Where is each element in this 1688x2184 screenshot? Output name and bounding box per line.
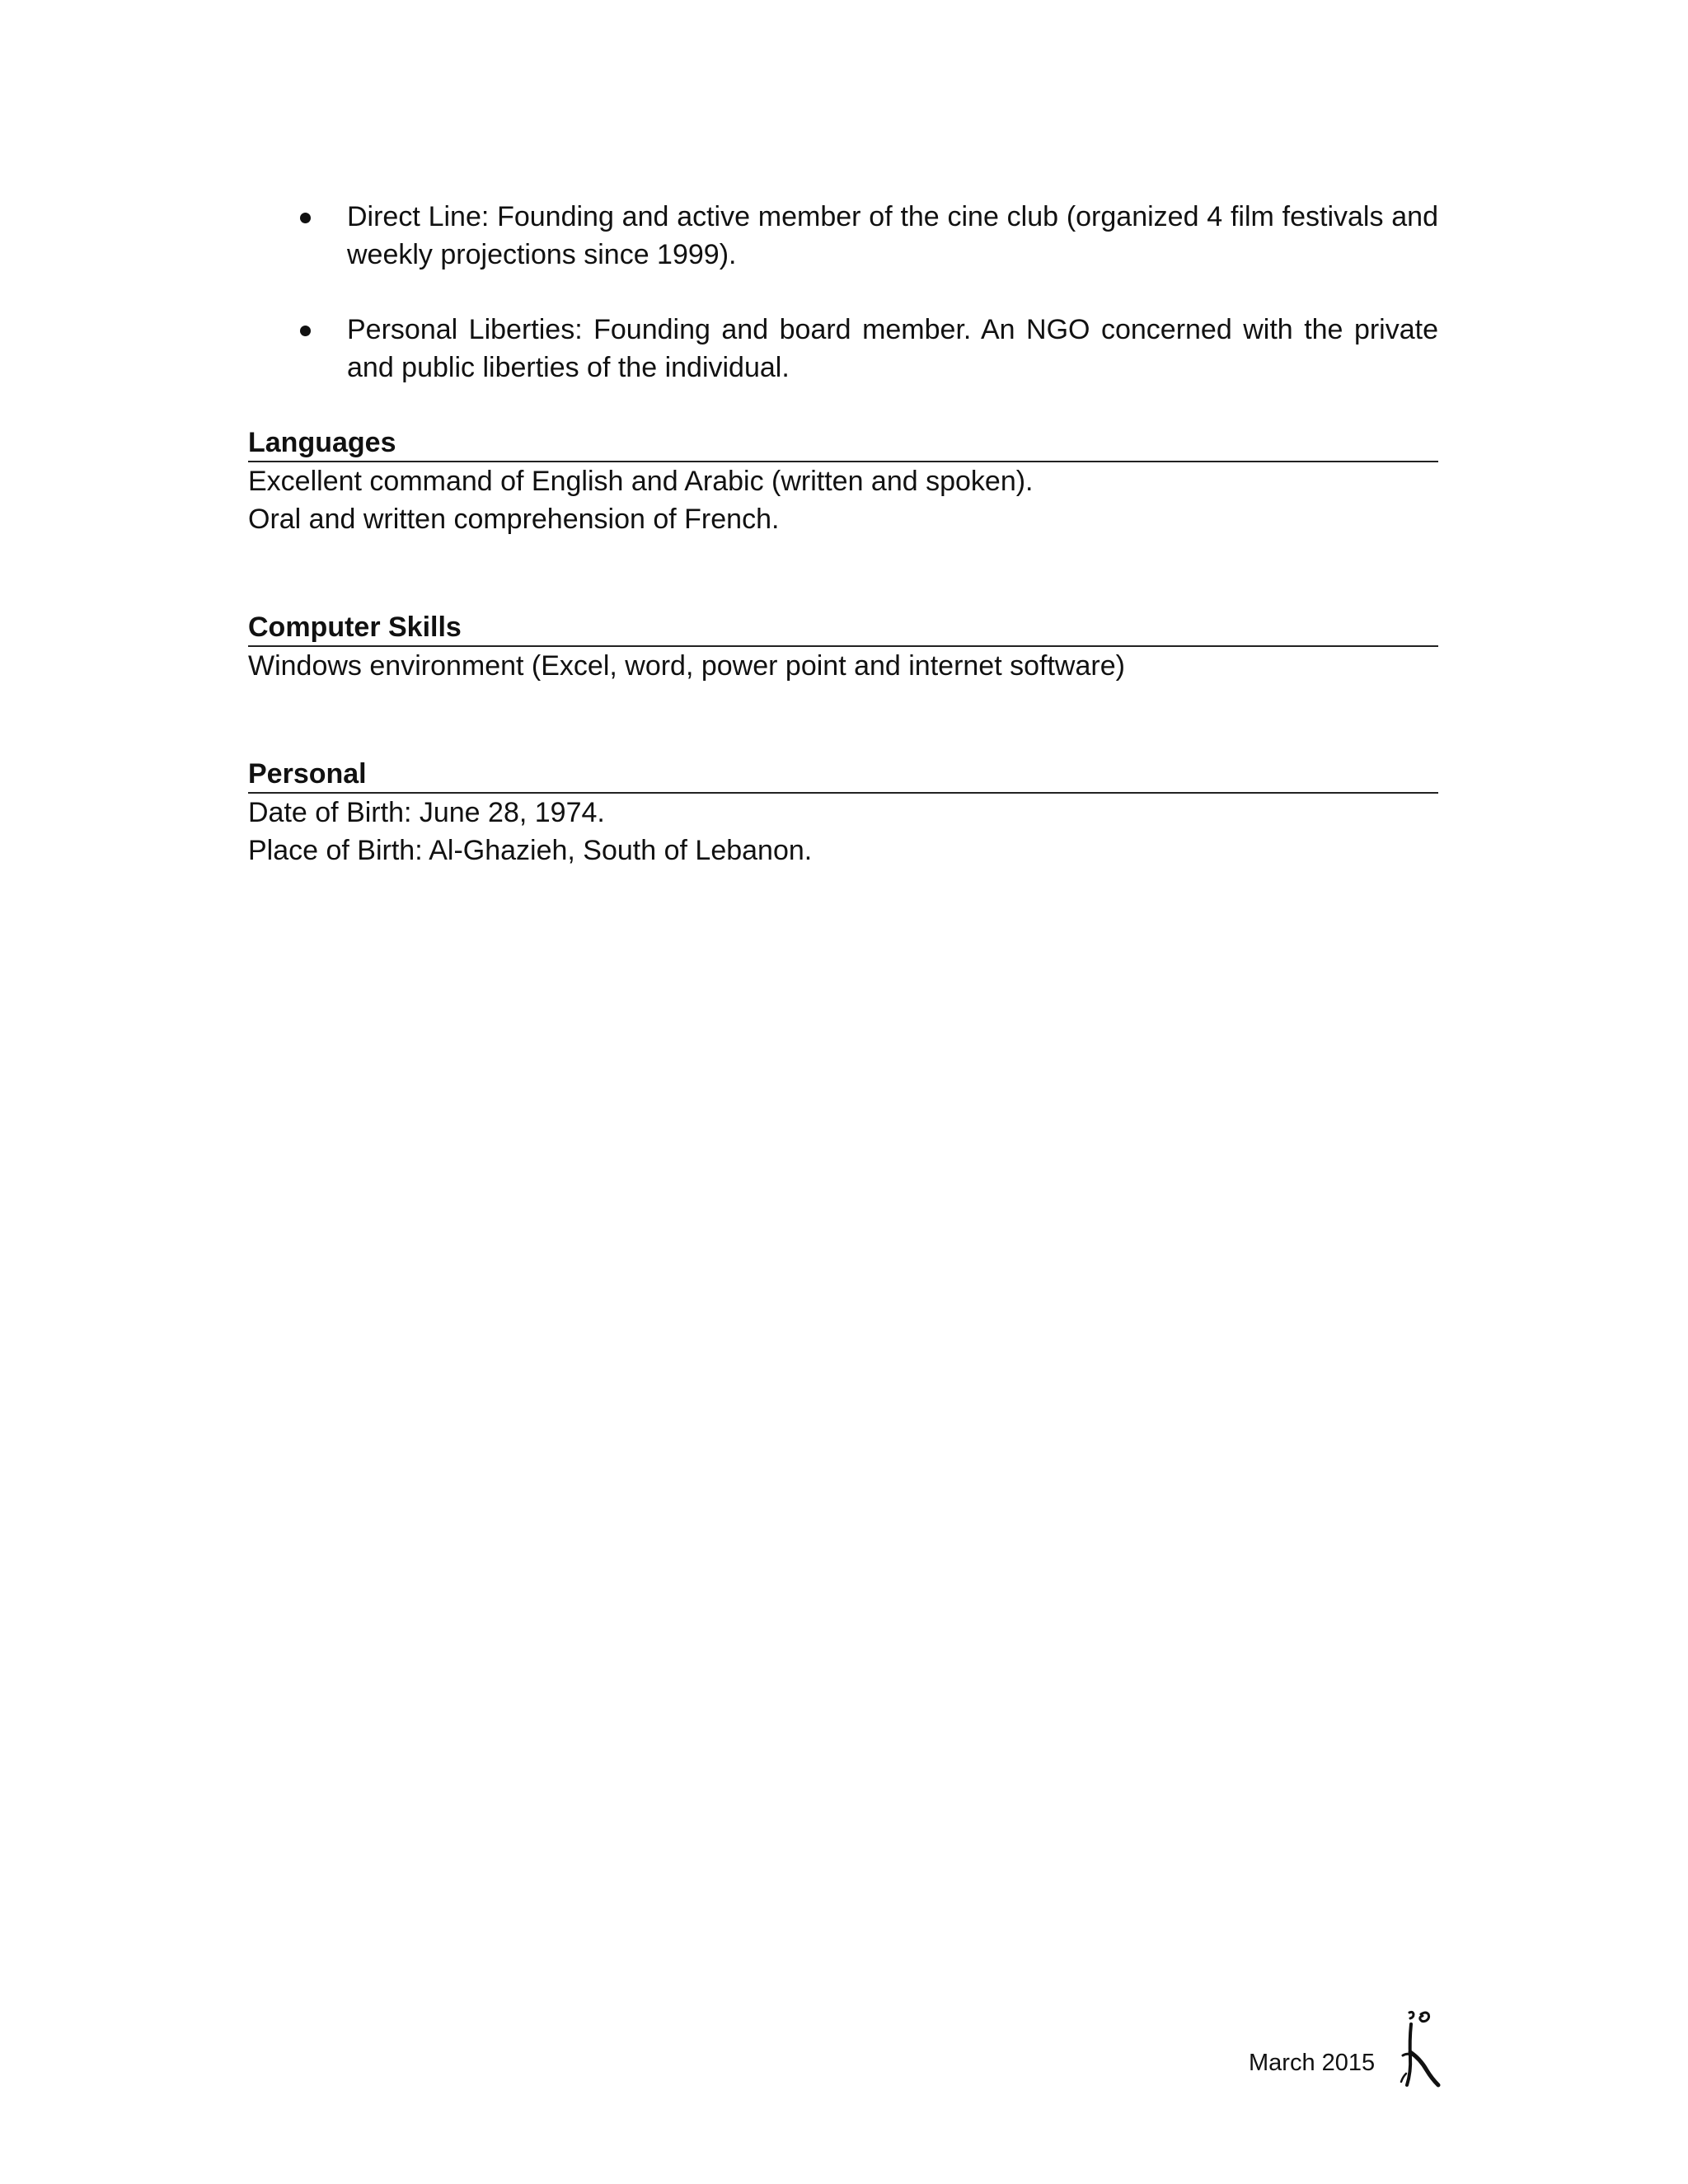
activity-text: Direct Line: Founding and active member of the cine club (organized 4 film festivals and weekly projections since 1999). <box>347 201 1438 270</box>
languages-section <box>248 424 1438 538</box>
page-footer <box>1249 2009 1438 2092</box>
personal-line: Date of Birth: June 28, 1974. <box>248 797 605 828</box>
section-heading: Computer Skills <box>248 609 1438 647</box>
section-heading: Personal <box>248 756 1438 794</box>
section-body <box>248 462 1438 538</box>
cv-content <box>248 198 1438 869</box>
languages-line: Excellent command of English and Arabic (written and spoken). <box>248 466 1034 497</box>
computer-skills-line: Windows environment (Excel, word, power point and internet software) <box>248 650 1125 682</box>
section-heading: Languages <box>248 424 1438 462</box>
languages-line: Oral and written comprehension of French. <box>248 504 780 535</box>
list-item <box>248 311 1438 387</box>
activities-list <box>248 198 1438 387</box>
activity-text: Personal Liberties: Founding and board member. An NGO concerned with the private and public liberties of the individual. <box>347 314 1438 383</box>
personal-section <box>248 756 1438 869</box>
calligraphic-signature-logo-icon <box>1385 2009 1442 2092</box>
list-item <box>248 198 1438 274</box>
footer-date: March 2015 <box>1249 2050 1376 2076</box>
bullet-icon <box>300 213 311 223</box>
section-body <box>248 794 1438 869</box>
personal-line: Place of Birth: Al-Ghazieh, South of Lebanon. <box>248 835 813 866</box>
section-body <box>248 647 1438 685</box>
bullet-icon <box>300 326 311 336</box>
computer-skills-section <box>248 609 1438 685</box>
